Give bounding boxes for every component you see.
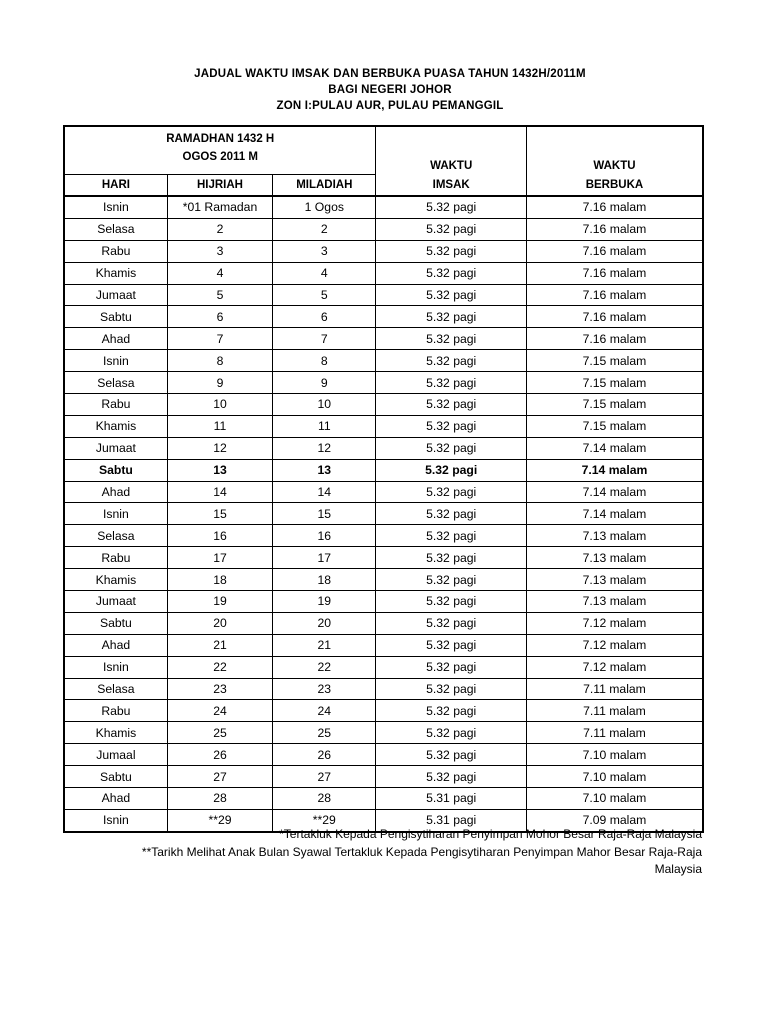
footnote-1: *Tertakluk Kepada Pengisytiharan Penyimpan Mohor Besar Raja-Raja Malaysia [279, 827, 702, 841]
cell-imsak: 5.32 pagi [376, 612, 526, 634]
cell-miladiah: 10 [273, 394, 376, 416]
cell-berbuka: 7.13 malam [526, 591, 703, 613]
header-ramadhan: RAMADHAN 1432 H [166, 133, 275, 145]
cell-hari: Ahad [64, 481, 167, 503]
cell-berbuka: 7.13 malam [526, 547, 703, 569]
schedule-table [63, 125, 704, 833]
cell-miladiah: 25 [273, 722, 376, 744]
cell-hari: Isnin [64, 809, 167, 831]
cell-hijriah: 17 [167, 547, 272, 569]
cell-hari: Ahad [64, 634, 167, 656]
cell-hijriah: 9 [167, 372, 272, 394]
cell-hijriah: *01 Ramadan [167, 196, 272, 218]
cell-berbuka: 7.13 malam [526, 525, 703, 547]
table-row [64, 700, 703, 722]
cell-hijriah: 5 [167, 284, 272, 306]
cell-hari: Jumaat [64, 591, 167, 613]
cell-miladiah: 6 [273, 306, 376, 328]
cell-hijriah: 23 [167, 678, 272, 700]
table-row [64, 372, 703, 394]
table-row [64, 328, 703, 350]
cell-hijriah: 3 [167, 240, 272, 262]
footnote-2-line-2: Malaysia [654, 862, 702, 876]
cell-hari: Khamis [64, 722, 167, 744]
cell-miladiah: 5 [273, 284, 376, 306]
header-imsak-bottom: IMSAK [376, 175, 526, 197]
table-row [64, 744, 703, 766]
cell-imsak: 5.32 pagi [376, 437, 526, 459]
cell-imsak: 5.32 pagi [376, 656, 526, 678]
cell-miladiah: 16 [273, 525, 376, 547]
cell-hijriah: 11 [167, 415, 272, 437]
header-ogos: OGOS 2011 M [182, 151, 258, 163]
table-row [64, 196, 703, 218]
cell-miladiah: 13 [273, 459, 376, 481]
cell-miladiah: 2 [273, 218, 376, 240]
cell-hijriah: 12 [167, 437, 272, 459]
table-row [64, 678, 703, 700]
cell-hijriah: 6 [167, 306, 272, 328]
cell-hari: Selasa [64, 678, 167, 700]
cell-hijriah: **29 [167, 809, 272, 831]
table-row [64, 306, 703, 328]
cell-imsak: 5.32 pagi [376, 547, 526, 569]
cell-miladiah: 15 [273, 503, 376, 525]
cell-hijriah: 22 [167, 656, 272, 678]
table-row [64, 394, 703, 416]
table-row [64, 634, 703, 656]
cell-berbuka: 7.15 malam [526, 415, 703, 437]
cell-berbuka: 7.14 malam [526, 481, 703, 503]
cell-berbuka: 7.16 malam [526, 218, 703, 240]
cell-berbuka: 7.16 malam [526, 328, 703, 350]
cell-imsak: 5.32 pagi [376, 262, 526, 284]
cell-hari: Ahad [64, 788, 167, 810]
cell-miladiah: 22 [273, 656, 376, 678]
cell-miladiah: 28 [273, 788, 376, 810]
table-row [64, 766, 703, 788]
cell-berbuka: 7.16 malam [526, 284, 703, 306]
cell-hijriah: 10 [167, 394, 272, 416]
header-imsak-top: WAKTU [376, 126, 526, 175]
cell-imsak: 5.31 pagi [376, 809, 526, 831]
cell-hari: Ahad [64, 328, 167, 350]
cell-berbuka: 7.10 malam [526, 788, 703, 810]
table-row [64, 350, 703, 372]
cell-hari: Jumaat [64, 284, 167, 306]
cell-hari: Sabtu [64, 306, 167, 328]
cell-berbuka: 7.14 malam [526, 437, 703, 459]
cell-imsak: 5.32 pagi [376, 372, 526, 394]
cell-hijriah: 27 [167, 766, 272, 788]
cell-imsak: 5.32 pagi [376, 700, 526, 722]
header-row-top [64, 126, 703, 175]
cell-imsak: 5.32 pagi [376, 284, 526, 306]
cell-hijriah: 19 [167, 591, 272, 613]
header-row-sub [64, 175, 703, 197]
cell-imsak: 5.32 pagi [376, 766, 526, 788]
header-hari: HARI [64, 175, 167, 197]
cell-imsak: 5.32 pagi [376, 481, 526, 503]
table-row [64, 788, 703, 810]
table-row [64, 240, 703, 262]
cell-miladiah: 8 [273, 350, 376, 372]
cell-hari: Rabu [64, 240, 167, 262]
cell-hari: Isnin [64, 350, 167, 372]
cell-miladiah: 21 [273, 634, 376, 656]
cell-hari: Sabtu [64, 612, 167, 634]
cell-berbuka: 7.15 malam [526, 394, 703, 416]
cell-miladiah: 1 Ogos [273, 196, 376, 218]
title-line-1: JADUAL WAKTU IMSAK DAN BERBUKA PUASA TAHUN 1432H/2011M [194, 68, 586, 80]
cell-miladiah: 9 [273, 372, 376, 394]
header-berbuka-top: WAKTU [526, 126, 703, 175]
footnotes [62, 826, 702, 879]
cell-hari: Isnin [64, 503, 167, 525]
table-row [64, 459, 703, 481]
cell-hijriah: 25 [167, 722, 272, 744]
schedule-body [64, 196, 703, 832]
cell-imsak: 5.32 pagi [376, 459, 526, 481]
cell-miladiah: 19 [273, 591, 376, 613]
cell-berbuka: 7.11 malam [526, 678, 703, 700]
cell-berbuka: 7.16 malam [526, 262, 703, 284]
cell-imsak: 5.32 pagi [376, 678, 526, 700]
table-row [64, 656, 703, 678]
header-berbuka-bottom: BERBUKA [526, 175, 703, 197]
cell-berbuka: 7.12 malam [526, 634, 703, 656]
cell-imsak: 5.32 pagi [376, 503, 526, 525]
cell-berbuka: 7.09 malam [526, 809, 703, 831]
cell-berbuka: 7.13 malam [526, 569, 703, 591]
cell-imsak: 5.32 pagi [376, 415, 526, 437]
cell-berbuka: 7.16 malam [526, 240, 703, 262]
cell-hari: Isnin [64, 656, 167, 678]
cell-hari: Selasa [64, 372, 167, 394]
cell-miladiah: 18 [273, 569, 376, 591]
cell-hijriah: 8 [167, 350, 272, 372]
title-line-2: BAGI NEGERI JOHOR [328, 84, 452, 96]
cell-imsak: 5.32 pagi [376, 328, 526, 350]
table-row [64, 481, 703, 503]
cell-hari: Khamis [64, 262, 167, 284]
cell-berbuka: 7.15 malam [526, 350, 703, 372]
cell-miladiah: **29 [273, 809, 376, 831]
cell-imsak: 5.32 pagi [376, 240, 526, 262]
header-miladiah: MILADIAH [273, 175, 376, 197]
table-row [64, 722, 703, 744]
cell-imsak: 5.32 pagi [376, 744, 526, 766]
table-row [64, 547, 703, 569]
cell-berbuka: 7.15 malam [526, 372, 703, 394]
table-row [64, 262, 703, 284]
cell-miladiah: 27 [273, 766, 376, 788]
table-row [64, 284, 703, 306]
cell-hari: Jumaal [64, 744, 167, 766]
cell-imsak: 5.32 pagi [376, 569, 526, 591]
cell-imsak: 5.32 pagi [376, 722, 526, 744]
cell-imsak: 5.32 pagi [376, 591, 526, 613]
cell-miladiah: 4 [273, 262, 376, 284]
cell-miladiah: 12 [273, 437, 376, 459]
cell-miladiah: 26 [273, 744, 376, 766]
cell-hijriah: 2 [167, 218, 272, 240]
cell-hijriah: 18 [167, 569, 272, 591]
cell-miladiah: 11 [273, 415, 376, 437]
cell-imsak: 5.32 pagi [376, 394, 526, 416]
cell-hari: Khamis [64, 415, 167, 437]
cell-berbuka: 7.14 malam [526, 503, 703, 525]
cell-hari: Sabtu [64, 459, 167, 481]
cell-hari: Khamis [64, 569, 167, 591]
cell-hari: Rabu [64, 394, 167, 416]
table-row [64, 591, 703, 613]
document-title [0, 66, 768, 114]
cell-berbuka: 7.11 malam [526, 722, 703, 744]
table-row [64, 525, 703, 547]
table-row [64, 437, 703, 459]
cell-miladiah: 17 [273, 547, 376, 569]
header-month-group [64, 126, 376, 175]
cell-imsak: 5.32 pagi [376, 196, 526, 218]
cell-hari: Rabu [64, 700, 167, 722]
cell-hari: Rabu [64, 547, 167, 569]
cell-hijriah: 21 [167, 634, 272, 656]
cell-berbuka: 7.16 malam [526, 306, 703, 328]
cell-hijriah: 13 [167, 459, 272, 481]
cell-hari: Selasa [64, 218, 167, 240]
cell-hari: Selasa [64, 525, 167, 547]
cell-hijriah: 16 [167, 525, 272, 547]
cell-hijriah: 28 [167, 788, 272, 810]
cell-miladiah: 20 [273, 612, 376, 634]
header-hijriah: HIJRIAH [167, 175, 272, 197]
cell-hijriah: 26 [167, 744, 272, 766]
cell-miladiah: 3 [273, 240, 376, 262]
cell-hijriah: 15 [167, 503, 272, 525]
cell-hijriah: 14 [167, 481, 272, 503]
cell-berbuka: 7.10 malam [526, 766, 703, 788]
table-row [64, 218, 703, 240]
footnote-2-line-1: **Tarikh Melihat Anak Bulan Syawal Tertakluk Kepada Pengisytiharan Penyimpan Mahor Besar Raja-Raja [141, 844, 702, 859]
cell-imsak: 5.32 pagi [376, 218, 526, 240]
title-line-3: ZON I:PULAU AUR, PULAU PEMANGGIL [276, 100, 504, 112]
cell-berbuka: 7.11 malam [526, 700, 703, 722]
cell-hari: Isnin [64, 196, 167, 218]
cell-miladiah: 24 [273, 700, 376, 722]
cell-miladiah: 7 [273, 328, 376, 350]
cell-berbuka: 7.14 malam [526, 459, 703, 481]
cell-berbuka: 7.10 malam [526, 744, 703, 766]
cell-berbuka: 7.16 malam [526, 196, 703, 218]
cell-hijriah: 24 [167, 700, 272, 722]
cell-imsak: 5.31 pagi [376, 788, 526, 810]
table-row [64, 503, 703, 525]
table-row [64, 612, 703, 634]
cell-imsak: 5.32 pagi [376, 525, 526, 547]
cell-miladiah: 23 [273, 678, 376, 700]
cell-imsak: 5.32 pagi [376, 306, 526, 328]
cell-berbuka: 7.12 malam [526, 612, 703, 634]
cell-hijriah: 7 [167, 328, 272, 350]
cell-imsak: 5.32 pagi [376, 634, 526, 656]
cell-hijriah: 4 [167, 262, 272, 284]
cell-imsak: 5.32 pagi [376, 350, 526, 372]
table-row [64, 415, 703, 437]
table-row [64, 569, 703, 591]
cell-hari: Sabtu [64, 766, 167, 788]
cell-berbuka: 7.12 malam [526, 656, 703, 678]
cell-hijriah: 20 [167, 612, 272, 634]
cell-miladiah: 14 [273, 481, 376, 503]
cell-hari: Jumaat [64, 437, 167, 459]
